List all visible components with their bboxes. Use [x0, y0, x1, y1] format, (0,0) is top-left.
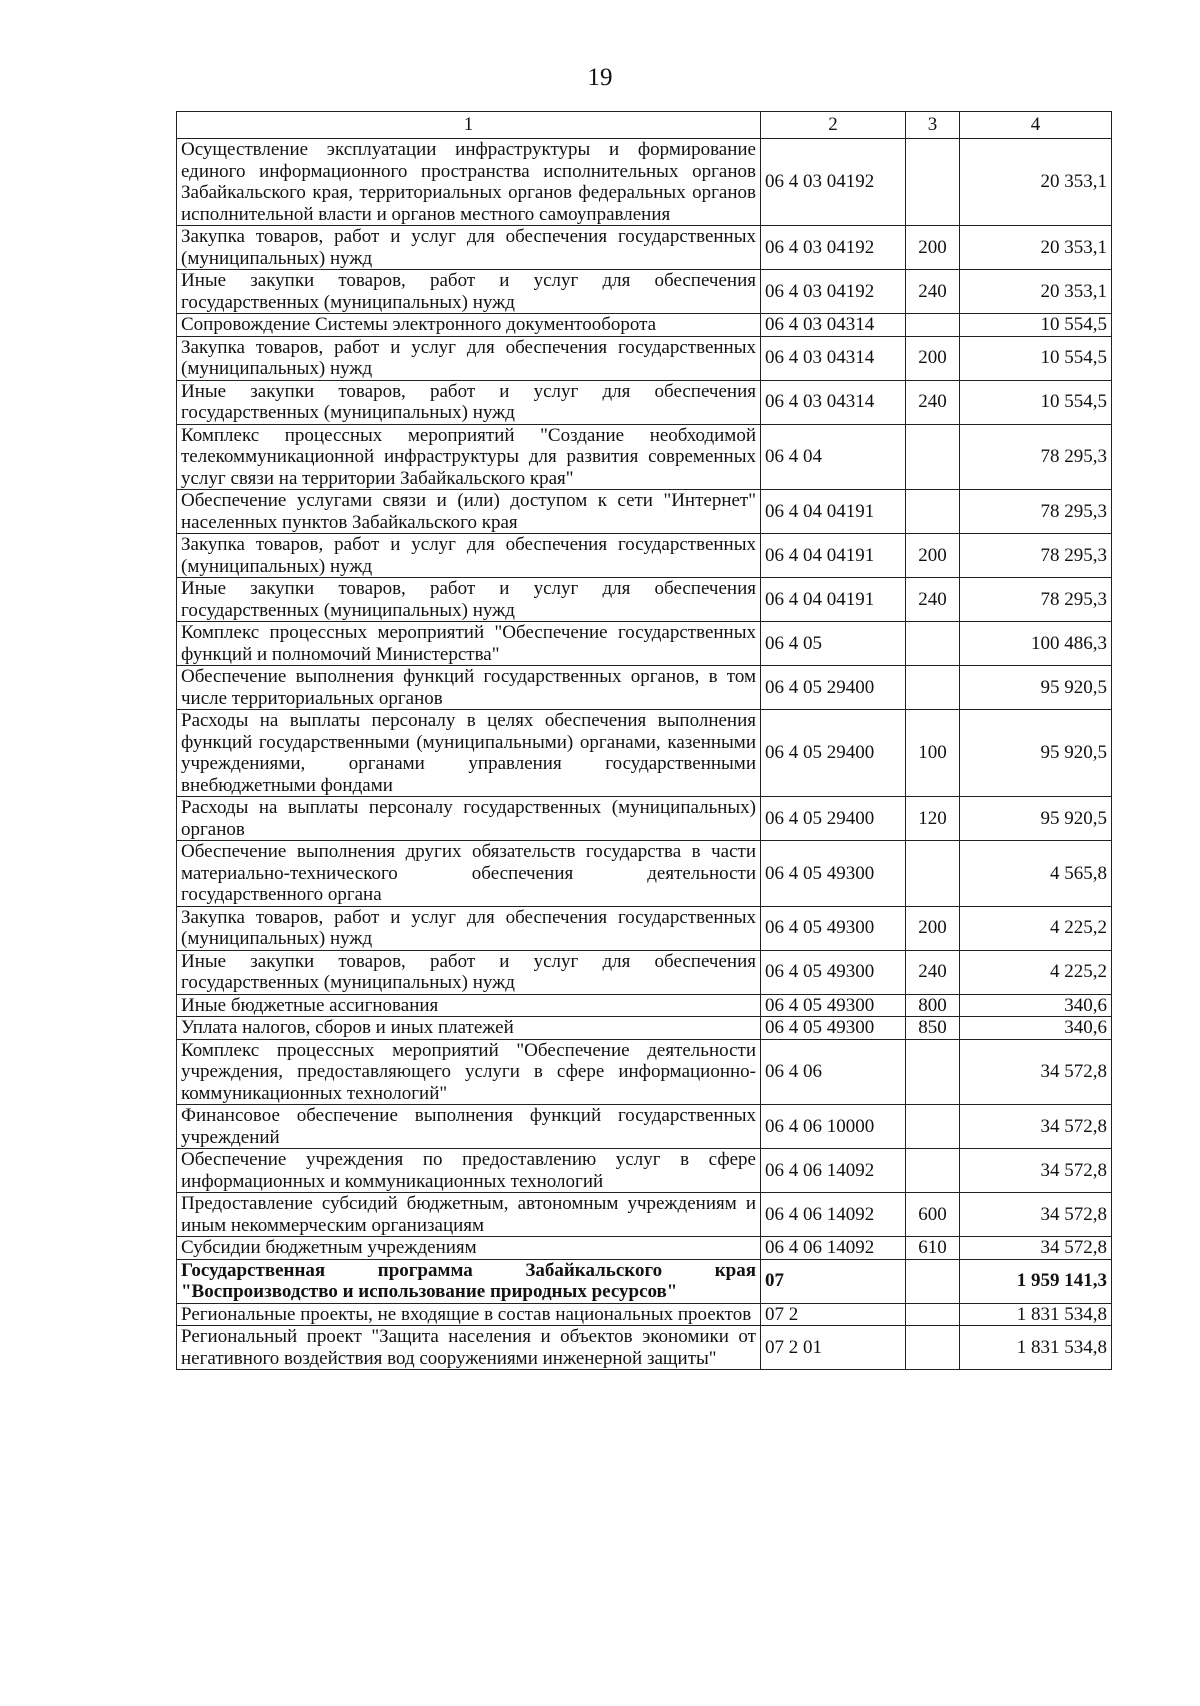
row-expense-type: 600 — [906, 1193, 960, 1237]
row-budget-code: 06 4 05 49300 — [761, 950, 906, 994]
row-budget-code: 06 4 06 14092 — [761, 1149, 906, 1193]
row-budget-code: 06 4 03 04314 — [761, 314, 906, 337]
budget-table — [176, 111, 1112, 1370]
row-budget-code: 06 4 03 04192 — [761, 226, 906, 270]
row-amount: 34 572,8 — [960, 1149, 1112, 1193]
row-amount: 1 831 534,8 — [960, 1303, 1112, 1326]
table-row — [177, 710, 1112, 797]
row-amount: 34 572,8 — [960, 1039, 1112, 1105]
row-budget-code: 06 4 03 04314 — [761, 380, 906, 424]
row-expense-type: 120 — [906, 797, 960, 841]
row-amount: 1 959 141,3 — [960, 1259, 1112, 1303]
row-description: Комплекс процессных мероприятий "Обеспечение государственных функций и полномочий Министерства" — [177, 622, 761, 666]
table-row — [177, 424, 1112, 490]
row-amount: 10 554,5 — [960, 336, 1112, 380]
table-row — [177, 534, 1112, 578]
row-description: Иные закупки товаров, работ и услуг для обеспечения государственных (муниципальных) нужд — [177, 578, 761, 622]
row-description: Государственная программа Забайкальского края "Воспроизводство и использование природных ресурсов" — [177, 1259, 761, 1303]
row-description: Финансовое обеспечение выполнения функций государственных учреждений — [177, 1105, 761, 1149]
row-expense-type: 200 — [906, 226, 960, 270]
row-expense-type — [906, 424, 960, 490]
row-budget-code: 06 4 03 04192 — [761, 270, 906, 314]
row-budget-code: 06 4 05 — [761, 622, 906, 666]
row-expense-type: 240 — [906, 950, 960, 994]
row-expense-type — [906, 1039, 960, 1105]
table-row — [177, 380, 1112, 424]
row-expense-type — [906, 622, 960, 666]
row-expense-type — [906, 490, 960, 534]
header-col-2: 2 — [761, 112, 906, 139]
row-expense-type — [906, 1149, 960, 1193]
row-amount: 20 353,1 — [960, 139, 1112, 226]
row-expense-type: 200 — [906, 906, 960, 950]
row-description: Иные закупки товаров, работ и услуг для обеспечения государственных (муниципальных) нужд — [177, 950, 761, 994]
table-row — [177, 906, 1112, 950]
row-amount: 1 831 534,8 — [960, 1326, 1112, 1370]
table-row — [177, 950, 1112, 994]
row-description: Субсидии бюджетным учреждениям — [177, 1237, 761, 1260]
row-description: Иные бюджетные ассигнования — [177, 994, 761, 1017]
row-budget-code: 06 4 05 29400 — [761, 710, 906, 797]
row-description: Закупка товаров, работ и услуг для обеспечения государственных (муниципальных) нужд — [177, 336, 761, 380]
table-row — [177, 622, 1112, 666]
table-row — [177, 1259, 1112, 1303]
row-description: Обеспечение учреждения по предоставлению услуг в сфере информационных и коммуникационных технологий — [177, 1149, 761, 1193]
row-amount: 95 920,5 — [960, 797, 1112, 841]
row-budget-code: 06 4 04 04191 — [761, 534, 906, 578]
row-expense-type: 850 — [906, 1017, 960, 1040]
row-expense-type — [906, 1259, 960, 1303]
table-row — [177, 490, 1112, 534]
row-expense-type: 610 — [906, 1237, 960, 1260]
row-amount: 34 572,8 — [960, 1237, 1112, 1260]
row-description: Иные закупки товаров, работ и услуг для обеспечения государственных (муниципальных) нужд — [177, 380, 761, 424]
table-row — [177, 797, 1112, 841]
row-amount: 78 295,3 — [960, 424, 1112, 490]
row-budget-code: 06 4 06 14092 — [761, 1237, 906, 1260]
header-col-4: 4 — [960, 112, 1112, 139]
table-row — [177, 1017, 1112, 1040]
table-row — [177, 226, 1112, 270]
row-amount: 100 486,3 — [960, 622, 1112, 666]
row-budget-code: 06 4 05 49300 — [761, 1017, 906, 1040]
row-expense-type — [906, 314, 960, 337]
table-row — [177, 666, 1112, 710]
row-expense-type — [906, 1303, 960, 1326]
header-col-1: 1 — [177, 112, 761, 139]
row-budget-code: 06 4 05 49300 — [761, 841, 906, 907]
row-expense-type: 100 — [906, 710, 960, 797]
table-row — [177, 841, 1112, 907]
table-row — [177, 139, 1112, 226]
header-col-3: 3 — [906, 112, 960, 139]
row-budget-code: 06 4 06 — [761, 1039, 906, 1105]
row-description: Региональные проекты, не входящие в состав национальных проектов — [177, 1303, 761, 1326]
table-row — [177, 270, 1112, 314]
row-expense-type: 200 — [906, 336, 960, 380]
row-budget-code: 06 4 06 10000 — [761, 1105, 906, 1149]
row-description: Сопровождение Системы электронного документооборота — [177, 314, 761, 337]
row-description: Иные закупки товаров, работ и услуг для обеспечения государственных (муниципальных) нужд — [177, 270, 761, 314]
row-description: Закупка товаров, работ и услуг для обеспечения государственных (муниципальных) нужд — [177, 906, 761, 950]
table-row — [177, 1326, 1112, 1370]
row-expense-type — [906, 841, 960, 907]
row-expense-type: 240 — [906, 578, 960, 622]
row-expense-type: 240 — [906, 380, 960, 424]
row-budget-code: 07 2 — [761, 1303, 906, 1326]
row-description: Обеспечение услугами связи и (или) доступом к сети "Интернет" населенных пунктов Забайкальского края — [177, 490, 761, 534]
table-body — [177, 139, 1112, 1370]
table-row — [177, 1237, 1112, 1260]
row-amount: 4 225,2 — [960, 906, 1112, 950]
row-description: Комплекс процессных мероприятий "Обеспечение деятельности учреждения, предоставляющего услуги в сфере информационно-коммуникационных технологий" — [177, 1039, 761, 1105]
table-row — [177, 578, 1112, 622]
row-amount: 4 225,2 — [960, 950, 1112, 994]
row-budget-code: 06 4 03 04192 — [761, 139, 906, 226]
row-description: Уплата налогов, сборов и иных платежей — [177, 1017, 761, 1040]
row-description: Расходы на выплаты персоналу государственных (муниципальных) органов — [177, 797, 761, 841]
row-amount: 20 353,1 — [960, 226, 1112, 270]
row-budget-code: 06 4 05 49300 — [761, 906, 906, 950]
table-header-row — [177, 112, 1112, 139]
row-expense-type — [906, 139, 960, 226]
row-description: Обеспечение выполнения других обязательств государства в части материально-технического обеспечения деятельности государственного органа — [177, 841, 761, 907]
row-description: Предоставление субсидий бюджетным, автономным учреждениям и иным некоммерческим организациям — [177, 1193, 761, 1237]
row-description: Осуществление эксплуатации инфраструктуры и формирование единого информационного пространства исполнительных органов Забайкальского края, территориальных органов федеральных органов исполнительной власти и органов местного самоуправления — [177, 139, 761, 226]
row-budget-code: 06 4 04 04191 — [761, 490, 906, 534]
row-expense-type: 240 — [906, 270, 960, 314]
row-budget-code: 06 4 04 — [761, 424, 906, 490]
row-amount: 4 565,8 — [960, 841, 1112, 907]
table-row — [177, 1149, 1112, 1193]
row-amount: 78 295,3 — [960, 490, 1112, 534]
row-description: Закупка товаров, работ и услуг для обеспечения государственных (муниципальных) нужд — [177, 534, 761, 578]
row-description: Расходы на выплаты персоналу в целях обеспечения выполнения функций государственными (муниципальными) органами, казенными учреждениями, органами управления государственными внебюджетными фондами — [177, 710, 761, 797]
row-expense-type: 200 — [906, 534, 960, 578]
row-description: Региональный проект "Защита населения и объектов экономики от негативного воздействия вод сооружениями инженерной защиты" — [177, 1326, 761, 1370]
row-budget-code: 06 4 05 49300 — [761, 994, 906, 1017]
row-description: Обеспечение выполнения функций государственных органов, в том числе территориальных органов — [177, 666, 761, 710]
table-row — [177, 994, 1112, 1017]
row-amount: 34 572,8 — [960, 1193, 1112, 1237]
row-amount: 340,6 — [960, 994, 1112, 1017]
table-row — [177, 1303, 1112, 1326]
table-row — [177, 314, 1112, 337]
row-budget-code: 06 4 04 04191 — [761, 578, 906, 622]
row-budget-code: 06 4 05 29400 — [761, 797, 906, 841]
table-row — [177, 336, 1112, 380]
row-amount: 20 353,1 — [960, 270, 1112, 314]
page-number: 19 — [587, 64, 613, 91]
row-description: Закупка товаров, работ и услуг для обеспечения государственных (муниципальных) нужд — [177, 226, 761, 270]
row-amount: 78 295,3 — [960, 578, 1112, 622]
row-budget-code: 06 4 03 04314 — [761, 336, 906, 380]
row-amount: 95 920,5 — [960, 666, 1112, 710]
row-amount: 10 554,5 — [960, 380, 1112, 424]
table-row — [177, 1105, 1112, 1149]
row-expense-type — [906, 1326, 960, 1370]
row-amount: 10 554,5 — [960, 314, 1112, 337]
row-amount: 95 920,5 — [960, 710, 1112, 797]
row-budget-code: 06 4 06 14092 — [761, 1193, 906, 1237]
row-amount: 78 295,3 — [960, 534, 1112, 578]
table-row — [177, 1039, 1112, 1105]
row-budget-code: 07 — [761, 1259, 906, 1303]
row-expense-type — [906, 666, 960, 710]
row-amount: 340,6 — [960, 1017, 1112, 1040]
row-amount: 34 572,8 — [960, 1105, 1112, 1149]
row-expense-type: 800 — [906, 994, 960, 1017]
row-expense-type — [906, 1105, 960, 1149]
row-budget-code: 07 2 01 — [761, 1326, 906, 1370]
row-budget-code: 06 4 05 29400 — [761, 666, 906, 710]
row-description: Комплекс процессных мероприятий "Создание необходимой телекоммуникационной инфраструктуры для развития современных услуг связи на территории Забайкальского края" — [177, 424, 761, 490]
table-row — [177, 1193, 1112, 1237]
